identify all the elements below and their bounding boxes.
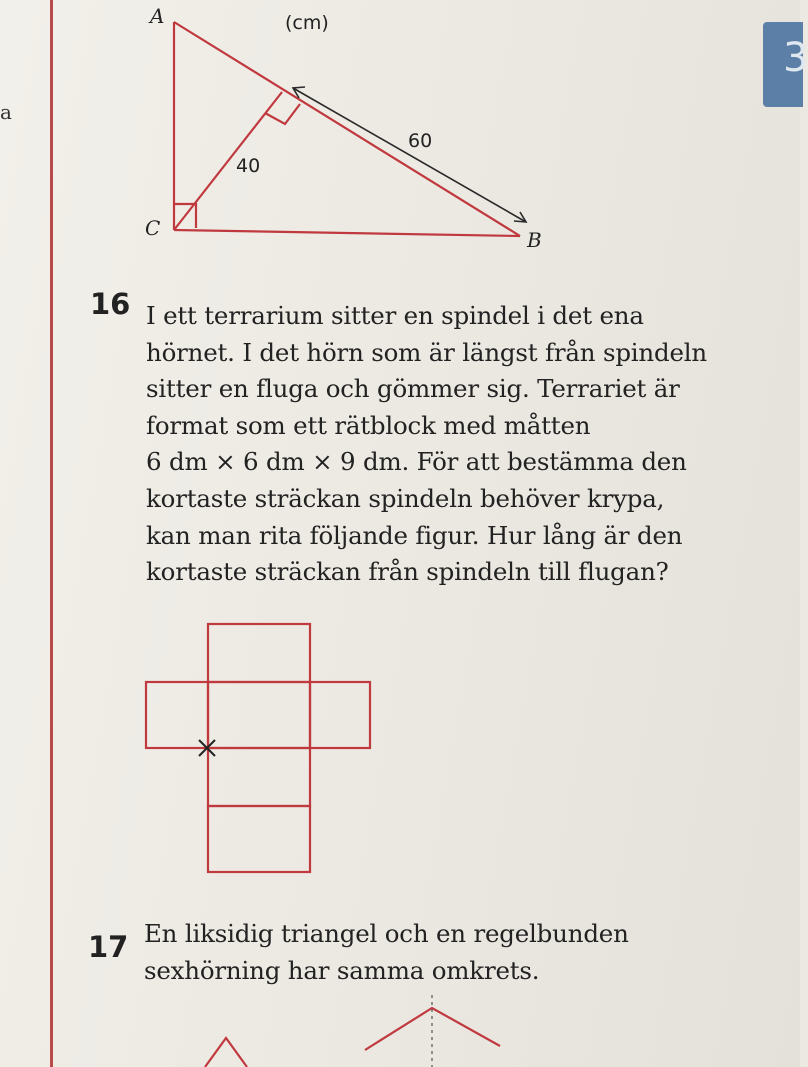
chapter-tab-number: 3	[783, 35, 808, 81]
partial-hexagon	[365, 1008, 500, 1050]
problem-16-line: kan man rita följande figur. Hur lång är den	[146, 520, 683, 550]
problem-17-line: En liksidig triangel och en regelbunden	[144, 919, 629, 948]
vertex-label-b: B	[527, 228, 542, 252]
partial-triangle	[205, 1038, 247, 1067]
margin-letter: a	[0, 100, 12, 124]
problem-16-line: kortaste sträckan från spindeln till flugan?	[146, 557, 669, 587]
problem-16-line: format som ett rätblock med måtten	[146, 410, 591, 440]
problem-16-line: I ett terrarium sitter en spindel i det ena	[146, 301, 644, 330]
problem-16-line: sitter en fluga och gömmer sig. Terrariet är	[146, 374, 680, 404]
problem-16-line: kortaste sträckan spindeln behöver krypa,	[146, 483, 665, 513]
vertex-label-c: C	[145, 216, 161, 240]
problem-17-line: sexhörning har samma omkrets.	[144, 955, 540, 985]
vertex-label-a: A	[150, 4, 165, 28]
problem-17-number: 17	[88, 930, 129, 964]
problem-16-line: hörnet. I det hörn som är längst från spindeln	[146, 337, 708, 367]
unit-label: (cm)	[285, 12, 329, 34]
problem-16-number: 16	[90, 287, 131, 321]
problem-16-line: 6 dm × 6 dm × 9 dm. För att bestämma den	[146, 447, 687, 477]
side-length-40: 40	[236, 155, 261, 177]
side-length-60: 60	[408, 130, 433, 152]
